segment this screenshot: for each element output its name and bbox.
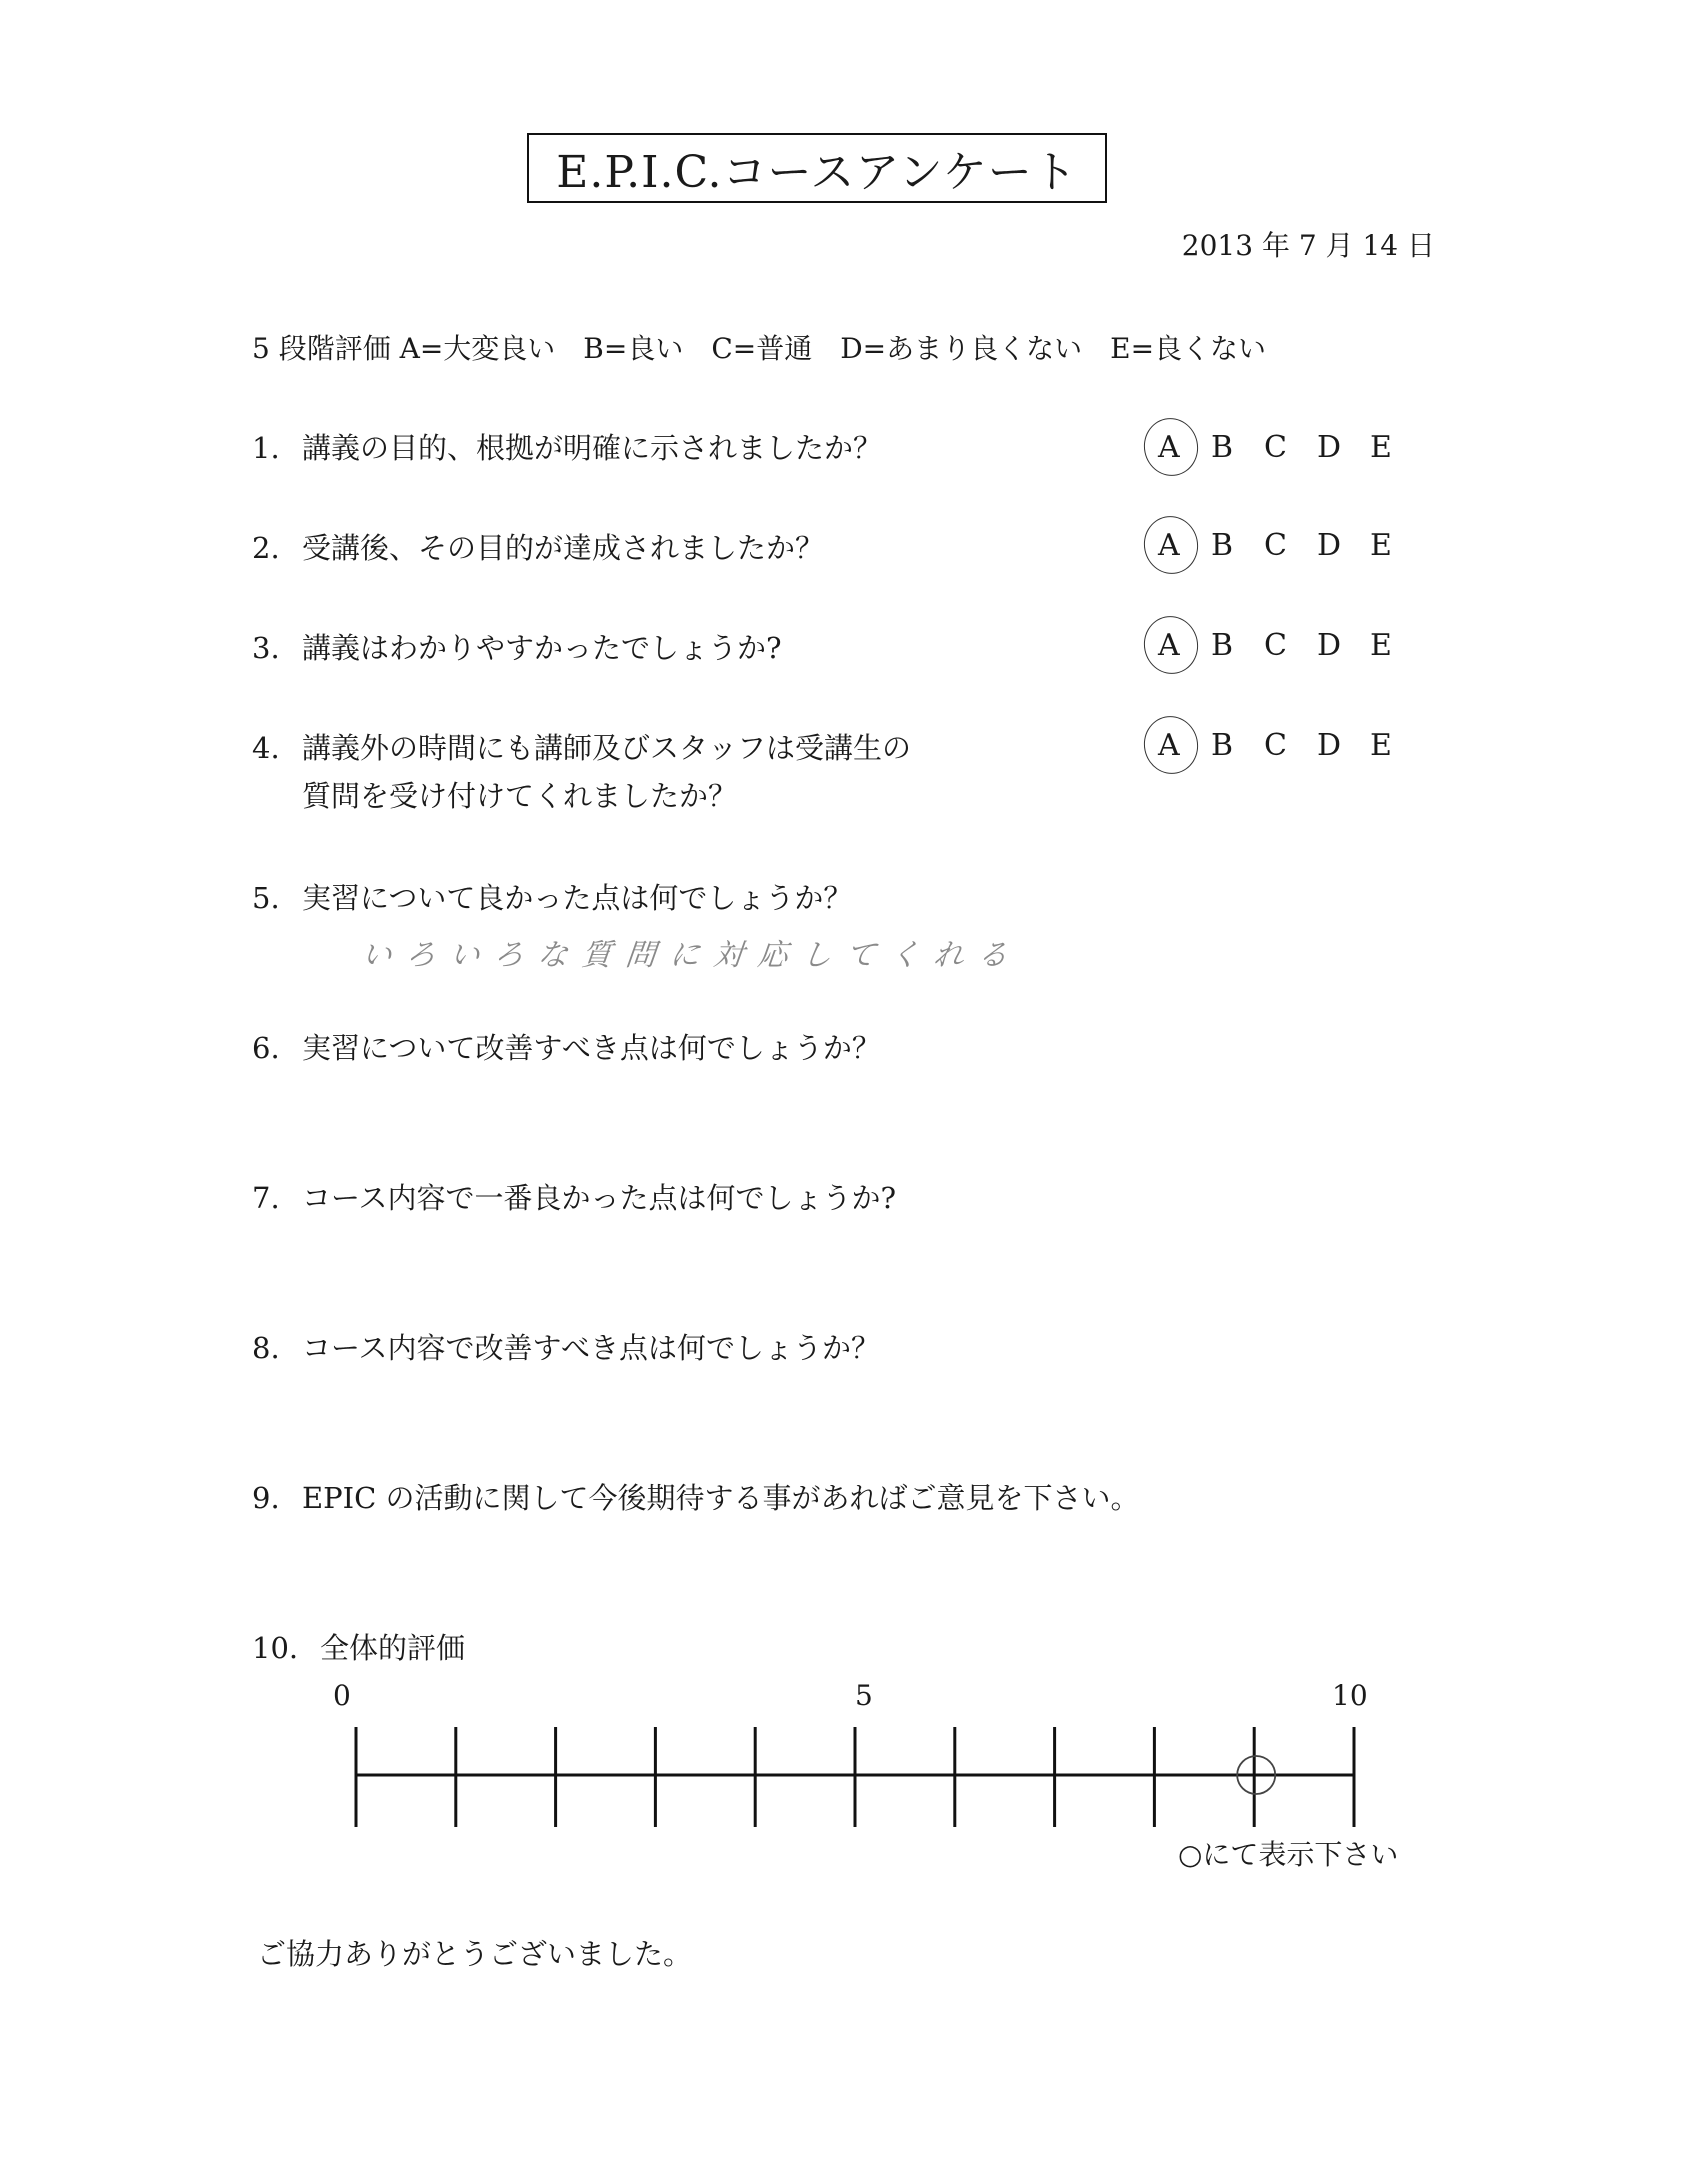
choice-e[interactable]: E <box>1370 628 1392 663</box>
question-number: 2. <box>252 531 280 565</box>
choice-c[interactable]: C <box>1264 430 1287 465</box>
scale-marks <box>356 1727 1354 1827</box>
question-text: 講義外の時間にも講師及びスタッフは受講生の <box>302 731 912 765</box>
question-text-line2: 質問を受け付けてくれましたか？ <box>302 779 738 813</box>
question-5 <box>252 874 852 922</box>
question-text: 受講後、その目的が達成されましたか？ <box>302 531 825 565</box>
handwritten-response-q5[interactable]: いろいろな質問に対応してくれる <box>359 938 1024 973</box>
question-number: 1. <box>252 431 280 465</box>
question-text: 実習について良かった点は何でしょうか？ <box>302 881 853 915</box>
scale-label-mid: 5 <box>855 1679 873 1712</box>
question-8 <box>252 1324 880 1372</box>
question-text: EPIC の活動に関して今後期待する事があればご意見を下さい。 <box>302 1481 1140 1515</box>
choice-b[interactable]: B <box>1211 528 1234 563</box>
question-4 <box>252 724 911 820</box>
choice-a-selected[interactable]: A <box>1158 528 1211 563</box>
question-10 <box>252 1624 465 1672</box>
choice-c[interactable]: C <box>1264 528 1287 563</box>
choice-a-selected[interactable]: A <box>1158 628 1211 663</box>
choices-q2 <box>1158 528 1423 563</box>
survey-date: 2013 年 7 月 14 日 <box>1181 229 1435 262</box>
choices-q1 <box>1158 430 1423 465</box>
question-text: 講義の目的、根拠が明確に示されましたか？ <box>302 431 883 465</box>
question-2 <box>252 524 824 572</box>
choice-d[interactable]: D <box>1317 728 1342 763</box>
page-title: E.P.I.C.コースアンケート <box>527 133 1107 203</box>
overall-rating-scale[interactable] <box>340 1715 1380 1835</box>
choice-c[interactable]: C <box>1264 628 1287 663</box>
choice-a-selected[interactable]: A <box>1158 430 1211 465</box>
rating-legend: 5 段階評価 A=大変良い B=良い C=普通 D=あまり良くない E=良くない <box>252 332 1267 365</box>
question-number: 6. <box>252 1031 280 1065</box>
choice-c[interactable]: C <box>1264 728 1287 763</box>
choices-q3 <box>1158 628 1423 663</box>
question-number: 4. <box>252 731 280 765</box>
choice-d[interactable]: D <box>1317 528 1342 563</box>
scale-instruction: ○にて表示下さい <box>1178 1838 1399 1871</box>
choice-b[interactable]: B <box>1211 628 1234 663</box>
question-text: コース内容で一番良かった点は何でしょうか? <box>302 1181 897 1215</box>
choice-e[interactable]: E <box>1370 528 1392 563</box>
question-number: 5. <box>252 881 280 915</box>
choice-d[interactable]: D <box>1317 628 1342 663</box>
scale-label-min: 0 <box>333 1679 351 1712</box>
question-7 <box>252 1174 896 1222</box>
choice-b[interactable]: B <box>1211 728 1234 763</box>
question-number: 7. <box>252 1181 280 1215</box>
question-number: 10. <box>252 1631 299 1665</box>
question-number: 3. <box>252 631 280 665</box>
question-number: 9. <box>252 1481 280 1515</box>
choice-a-selected[interactable]: A <box>1158 728 1211 763</box>
question-text: コース内容で改善すべき点は何でしょうか？ <box>302 1331 880 1365</box>
choices-q4 <box>1158 728 1423 763</box>
question-text: 講義はわかりやすかったでしょうか? <box>302 631 782 665</box>
scale-label-max: 10 <box>1332 1679 1368 1712</box>
question-1 <box>252 424 882 472</box>
question-text: 全体的評価 <box>320 1631 466 1665</box>
thanks-message: ご協力ありがとうございました。 <box>257 1937 693 1971</box>
choice-b[interactable]: B <box>1211 430 1234 465</box>
question-number: 8. <box>252 1331 280 1365</box>
choice-e[interactable]: E <box>1370 728 1392 763</box>
choice-d[interactable]: D <box>1317 430 1342 465</box>
question-text: 実習について改善すべき点は何でしょうか？ <box>302 1031 881 1065</box>
question-9 <box>252 1474 1140 1522</box>
question-6 <box>252 1024 881 1072</box>
question-3 <box>252 624 782 672</box>
choice-e[interactable]: E <box>1370 430 1392 465</box>
